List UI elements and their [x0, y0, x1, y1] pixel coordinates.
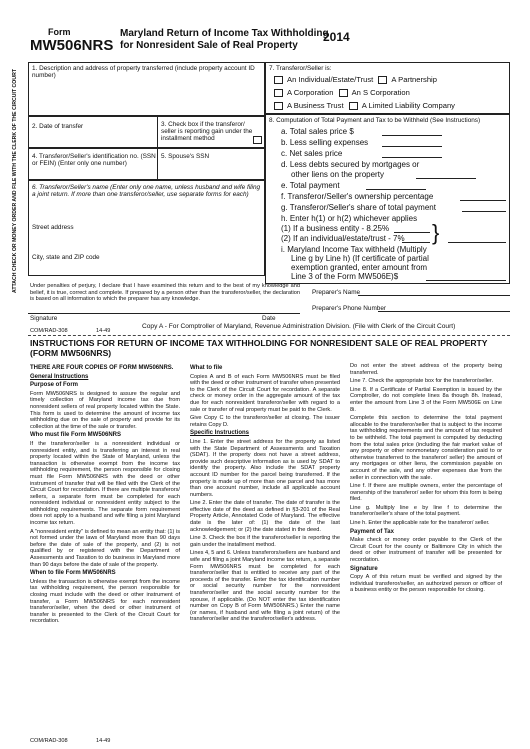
llc-checkbox[interactable] — [349, 102, 358, 110]
col1-heading-when: When to file Form MW506NRS — [30, 570, 116, 577]
city-state-zip-label: City, state and ZIP code — [32, 254, 100, 261]
line-h: h. Enter h(1) or h(2) whichever applies — [281, 214, 418, 223]
signature-line[interactable] — [28, 313, 300, 314]
instructions-column-3 — [350, 363, 502, 596]
col3-payment-text: Make check or money order payable to the Clerk of the Circuit Court for the county or Baltimore City in which the deed or other instrument of transfer will be presented for recordation. — [350, 537, 502, 564]
col1-heading-purpose: Purpose of Form — [30, 382, 79, 389]
copy-a-note: Copy A - For Comptroller of Maryland, Revenue Administration Division. (File with Clerk of the Circuit Court) — [142, 323, 456, 330]
col3-lineg-text: Line g. Multiply line e by line f to determine the transferor/seller's share of the total payment. — [350, 504, 502, 518]
line-i4: Line 3 of the Form MW506E)$ — [291, 272, 399, 281]
line-g-input[interactable] — [462, 211, 506, 212]
field-2-label: 2. Date of transfer — [32, 123, 84, 130]
signature-label: Signature — [30, 315, 58, 322]
com-year: 14-49 — [96, 328, 111, 334]
instructions-title: INSTRUCTIONS FOR RETURN OF INCOME TAX WITHHOLDING FOR NONRESIDENT SALE OF REAL PROPERTY (FORM MW506NRS) — [30, 338, 488, 358]
line-d-input[interactable] — [416, 178, 476, 179]
col2-line1-text: Line 1. Enter the street address for the property as listed with the State Department of Assessments and Taxation (SDAT). If the property does not have a street address, provide such descriptive information as is used by SDAT to identify the property. Also include the SDAT property account ID number for the parcel being transferred. If the property is made up of more than one parcel and has more than one account number, include all applicable account numbers. — [190, 438, 340, 498]
option-partnership: A Partnership — [391, 75, 437, 84]
col3-heading-payment: Payment of Tax — [350, 528, 394, 535]
line-i1: i. Maryland Income Tax withheld (Multiply — [281, 245, 427, 254]
line-d2: other liens on the property — [291, 170, 384, 179]
field-5-label: 5. Spouse's SSN — [161, 153, 210, 160]
line-a: a. Total sales price $ — [281, 127, 354, 136]
option-llc: A Limited Liability Company — [361, 101, 455, 110]
line-h2: (2) If an individual/estate/trust - 7% — [281, 234, 405, 243]
field-1-property-description[interactable] — [28, 62, 265, 116]
col3-signature-text: Copy A of this return must be verified and signed by the individual transferor/seller, an authorized person or officer of a business entity or the person responsible for closing. — [350, 574, 502, 594]
col2-lines456-text: Lines 4, 5 and 6. Unless transferors/sellers are husband and wife and filing a joint Maryland income tax return, a separate Form MW506NRS must be completed for each transferor/seller that is entitled to receive any part of the proceeds of the transfer. Enter the tax identification number or social security number for the nonresident transferor/seller and the social security number for the spouse, if applicable. (Do NOT enter the tax identification number on Copy B of Form MW506NRS.) Enter the name (or names, if husband and wife filing a joint return) of the transferor/seller and the transferor/seller's address. — [190, 550, 340, 623]
partnership-checkbox[interactable] — [378, 76, 387, 84]
field-3-installment-box — [157, 116, 265, 148]
line-f-input[interactable] — [460, 200, 506, 201]
preparer-phone-line[interactable] — [378, 311, 510, 312]
installment-checkbox[interactable] — [253, 136, 262, 144]
line-f: f. Transferor/Seller's ownership percentage — [281, 192, 434, 201]
line-c: c. Net sales price — [281, 149, 343, 158]
line-h2-input[interactable] — [402, 242, 430, 243]
seller-type-row-2 — [274, 88, 410, 97]
col1-intro: THERE ARE FOUR COPIES OF FORM MW506NRS. — [30, 365, 174, 371]
col2-heading-what: What to file — [190, 365, 223, 371]
preparer-name-line[interactable] — [358, 295, 510, 296]
col3-compute-text: Complete this section to determine the total payment allocable to the transferor/seller that is subject to the income tax withholding requirements and the amount of tax required to be withheld. The total payment is computed by deducting from the total sales price (including the fair market value of any property or other nonmonetary consideration paid to or otherwise transferred to the transferor/ seller) the amount of any mortgages or other liens, the commission payable on account of the sale, and any other expenses due from the seller in connection with the sale. — [350, 415, 502, 481]
option-corporation: A Corporation — [287, 88, 334, 97]
corporation-checkbox[interactable] — [274, 89, 283, 97]
instructions-column-1 — [30, 363, 180, 627]
date-label: Date — [262, 315, 276, 322]
line-g: g. Transferor/Seller's share of total payment — [281, 203, 436, 212]
col1-purpose-text: Form MW506NRS is designed to assure the regular and timely collection of Maryland income tax due from nonresident sellers of real property located within the State. This form is used to determine the amount of income tax withholding due on the sale of property and provide for its collection at the time of the sale or transfer. — [30, 390, 180, 430]
form-title-line1: Maryland Return of Income Tax Withholding — [120, 28, 329, 39]
option-business-trust: A Business Trust — [287, 101, 344, 110]
field-2-date-of-transfer[interactable] — [28, 116, 158, 148]
line-b-input[interactable] — [382, 146, 442, 147]
form-title-line2: for Nonresident Sale of Real Property — [120, 40, 298, 51]
col3-lineh-text: Line h. Enter the applicable rate for the transferor/ seller. — [350, 520, 490, 527]
form-year: 2014 — [323, 30, 350, 44]
col1-who-text: If the transferor/seller is a nonresident individual or nonresident entity, and is transferring an interest in real property located within the State of Maryland, unless the transaction is otherwise exempt from the income tax withholding requirement, the person responsible for closing must file Form MW506NRS with the deed or other instrument of transfer that will be filed with the Clerk of the Circuit Court for recordation. If there are multiple transferors/ sellers, a separate form must be completed for each nonresident individual or nonresident entity subject to the withholding requirements. The separate form requirement does not apply to a husband and wife filing a joint Maryland income tax return. — [30, 440, 180, 527]
col3-linef-text: Line f. If there are multiple owners, enter the percentage of ownership of the transferor/ seller for whom this form is being filed. — [350, 483, 502, 503]
field-6-label: 6. Transferor/Seller's name (Enter only one name, unless husband and wife filing a joint return. If more than one transferor/seller, use separate forms for each) — [32, 184, 261, 199]
line-h1: (1) If a business entity - 8.25% — [281, 224, 390, 233]
col2-line3-text: Line 3. Check the box if the transferor/seller is reporting the gain under the installment method. — [190, 535, 340, 548]
field-4-label: 4. Transferor/Seller's identification no. (SSN or FEIN) (Enter only one number) — [32, 153, 156, 168]
line-i-input[interactable] — [426, 280, 506, 281]
field-3-label: 3. Check box if the transferor/ seller is reporting gain under the installment method — [161, 121, 253, 143]
field-7-label: 7. Transferor/Seller is: — [269, 65, 332, 72]
field-8-computation — [265, 114, 510, 284]
line-e-input[interactable] — [366, 189, 426, 190]
line-h1-input[interactable] — [394, 232, 430, 233]
field-5-spouse-ssn[interactable] — [157, 148, 265, 180]
field-4-identification-no[interactable] — [28, 148, 158, 180]
line-d1: d. Less debts secured by mortgages or — [281, 160, 420, 169]
col2-heading-specific: Specific Instructions — [190, 430, 250, 437]
col1-heading-who: Who must file Form MW506NRS — [30, 432, 122, 439]
s-corporation-checkbox[interactable] — [339, 89, 348, 97]
preparer-phone-label: Preparer's Phone Number — [312, 305, 387, 312]
seller-type-row-3 — [274, 101, 455, 110]
option-s-corporation: An S Corporation — [351, 88, 410, 97]
line-a-input[interactable] — [382, 135, 442, 136]
footer-code: COM/RAD-308 — [30, 738, 68, 744]
col2-copy-c-text: Give Copy C to the transferor/seller at closing. The issuer retains Copy D. — [190, 415, 340, 428]
form-number: MW506NRS — [30, 37, 114, 54]
perjury-statement: Under penalties of perjury, I declare that I have examined this return and to the best of my knowledge and belief, it is true, correct and complete. If prepared by a person other than the transferor/seller, the declaration is based on all information to which the preparer has any knowledge. — [30, 283, 300, 303]
brace: } — [432, 220, 440, 245]
individual-checkbox[interactable] — [274, 76, 283, 84]
instructions-column-2 — [190, 363, 340, 625]
col1-heading-general: General Instructions — [30, 373, 89, 380]
col3-line7-text: Line 7. Check the appropriate box for the transferor/seller. — [350, 378, 494, 385]
line-c-input[interactable] — [382, 157, 442, 158]
street-address-label: Street address — [32, 224, 74, 231]
line-e: e. Total payment — [281, 181, 340, 190]
seller-type-row-1 — [274, 75, 437, 84]
business-trust-checkbox[interactable] — [274, 102, 283, 110]
line-h-input[interactable] — [448, 242, 506, 243]
field-7-seller-type — [265, 62, 510, 114]
com-code: COM/RAD-308 — [30, 328, 68, 334]
col1-when-text: Unless the transaction is otherwise exempt from the income tax withholding requirement, the person responsible for closing must include with the deed or other instrument of transfer, a Form MW506NRS for each nonresident transferor/seller, when the deed or other instrument of transfer is presented to the Clerk of the Circuit Court for recordation. — [30, 578, 180, 625]
col2-line2-text: Line 2. Enter the date of transfer. The date of transfer is the effective date of the deed as defined in §3-201 of the Real Property Article, Annotated Code of Maryland. The effective date is the later of: (1) the date of the last acknowledgement; or (2) the date stated in the deed. — [190, 500, 340, 533]
footer-year: 14-49 — [96, 738, 111, 744]
col1-nonresident-entity-text: A "nonresident entity" is defined to mean an entity that: (1) is not formed under the laws of Maryland more than 90 days before the date of sale of the property, and (2) is not qualified by or registered with the Department of Assessments and Taxation to do business in Maryland more than 90 days before the date of sale of the property. — [30, 528, 180, 568]
col2-what-text: Copies A and B of each Form MW506NRS must be filed with the deed or other instrument of transfer when presented to the Clerk of the Circuit Court for recordation. A separate check or money order in the aggregate amount of the tax due for each nonresident transferor/seller with regard to a sale or transfer of real property must be paid to the Clerk. — [190, 373, 340, 413]
field-8-label: 8. Computation of Total Payment and Tax to be Withheld (See Instructions) — [269, 117, 481, 124]
col3-heading-signature: Signature — [350, 565, 378, 572]
col3-address-text: Do not enter the street address of the property being transferred. — [350, 363, 502, 376]
tear-line — [28, 335, 510, 336]
form-word: Form — [48, 27, 71, 37]
side-instruction: ATTACH CHECK OR MONEY ORDER AND FILE WITH THE CLERK OF THE CIRCUIT COURT — [12, 69, 18, 294]
line-i2: Line g by Line h) (If certificate of partial — [291, 254, 429, 263]
field-6-seller-name[interactable] — [28, 180, 265, 276]
col3-line8-text: Line 8. If a Certificate of Partial Exemption is issued by the Comptroller, do not complete lines 8a though 8h. Instead, enter the amount from Line 3 of the Form MW506E on Line 8i. — [350, 386, 502, 413]
line-i3: exemption granted, enter amount from — [291, 263, 428, 272]
option-individual: An Individual/Estate/Trust — [287, 75, 374, 84]
preparer-name-label: Preparer's Name — [312, 289, 361, 296]
line-b: b. Less selling expenses — [281, 138, 369, 147]
field-1-label: 1. Description and address of property transferred (include property account ID number) — [32, 65, 255, 80]
